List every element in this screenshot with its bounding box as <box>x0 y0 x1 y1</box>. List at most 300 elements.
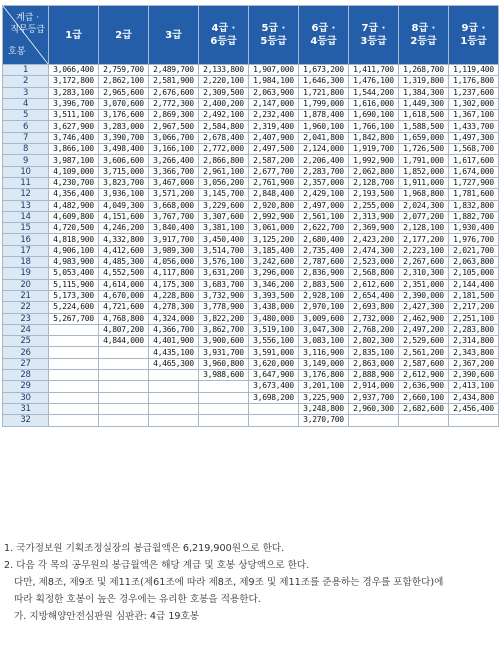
salary-cell: 2,319,400 <box>249 121 299 132</box>
step-cell: 1 <box>3 65 49 76</box>
salary-cell: 3,960,800 <box>199 358 249 369</box>
salary-cell: 1,992,900 <box>349 155 399 166</box>
salary-cell: 2,144,400 <box>449 279 499 290</box>
salary-cell: 2,177,200 <box>399 234 449 245</box>
salary-cell: 1,791,000 <box>399 155 449 166</box>
salary-cell: 3,201,100 <box>299 381 349 392</box>
step-cell: 19 <box>3 268 49 279</box>
salary-cell: 2,863,000 <box>349 358 399 369</box>
salary-cell: 2,584,800 <box>199 121 249 132</box>
salary-cell: 2,768,200 <box>349 324 399 335</box>
corner-step-label: 호봉 <box>8 47 26 57</box>
salary-cell: 3,061,000 <box>249 223 299 234</box>
salary-cell: 3,047,300 <box>299 324 349 335</box>
salary-cell: 2,869,300 <box>149 110 199 121</box>
salary-cell: 2,759,700 <box>99 65 149 76</box>
salary-cell: 3,185,400 <box>249 245 299 256</box>
salary-cell: 4,906,100 <box>49 245 99 256</box>
salary-cell: 2,787,600 <box>299 257 349 268</box>
salary-cell: 1,433,700 <box>449 121 499 132</box>
salary-cell: 2,343,800 <box>449 347 499 358</box>
salary-cell: 1,544,200 <box>349 87 399 98</box>
salary-cell: 3,393,500 <box>249 290 299 301</box>
salary-cell: 1,690,100 <box>349 110 399 121</box>
table-row <box>3 403 499 414</box>
step-cell: 3 <box>3 87 49 98</box>
salary-cell: 4,465,300 <box>149 358 199 369</box>
salary-cell: 3,715,000 <box>99 166 149 177</box>
step-cell: 20 <box>3 279 49 290</box>
salary-cell: 3,296,000 <box>249 268 299 279</box>
salary-cell: 3,248,800 <box>299 403 349 414</box>
column-header-grade: 5급 · 5등급 <box>249 6 299 65</box>
table-row <box>3 189 499 200</box>
salary-cell <box>49 324 99 335</box>
salary-cell <box>149 415 199 426</box>
salary-cell: 2,914,000 <box>349 381 399 392</box>
salary-cell: 2,427,300 <box>399 302 449 313</box>
salary-cell: 2,678,400 <box>199 132 249 143</box>
salary-cell: 3,862,700 <box>199 324 249 335</box>
salary-cell: 2,497,200 <box>399 324 449 335</box>
salary-cell: 1,659,000 <box>399 132 449 143</box>
salary-cell: 4,768,800 <box>99 313 149 324</box>
salary-cell: 4,844,000 <box>99 336 149 347</box>
salary-cell: 2,612,900 <box>399 370 449 381</box>
salary-cell <box>49 347 99 358</box>
salary-cell: 3,647,900 <box>249 370 299 381</box>
salary-cell: 3,683,700 <box>199 279 249 290</box>
salary-cell: 5,115,900 <box>49 279 99 290</box>
salary-cell: 2,407,900 <box>249 132 299 143</box>
salary-cell: 2,133,800 <box>199 65 249 76</box>
step-cell: 9 <box>3 155 49 166</box>
salary-cell: 4,109,000 <box>49 166 99 177</box>
salary-cell: 2,680,400 <box>299 234 349 245</box>
step-cell: 16 <box>3 234 49 245</box>
salary-cell <box>49 415 99 426</box>
salary-cell: 4,412,600 <box>99 245 149 256</box>
table-row <box>3 313 499 324</box>
table-row <box>3 121 499 132</box>
salary-cell: 1,766,100 <box>349 121 399 132</box>
salary-cell: 1,497,300 <box>449 132 499 143</box>
salary-cell: 2,429,100 <box>299 189 349 200</box>
table-row <box>3 370 499 381</box>
salary-cell: 1,799,000 <box>299 98 349 109</box>
salary-cell: 2,357,000 <box>299 177 349 188</box>
salary-cell: 3,620,000 <box>249 358 299 369</box>
salary-cell: 3,283,000 <box>99 121 149 132</box>
salary-cell: 2,761,900 <box>249 177 299 188</box>
salary-cell: 1,568,700 <box>449 144 499 155</box>
salary-cell: 2,735,400 <box>299 245 349 256</box>
salary-cell: 4,228,800 <box>149 290 199 301</box>
salary-cell: 2,193,500 <box>349 189 399 200</box>
table-row <box>3 279 499 290</box>
step-cell: 7 <box>3 132 49 143</box>
salary-cell: 1,119,400 <box>449 65 499 76</box>
step-cell: 24 <box>3 324 49 335</box>
step-cell: 2 <box>3 76 49 87</box>
salary-cell: 2,682,600 <box>399 403 449 414</box>
salary-cell: 2,390,000 <box>399 290 449 301</box>
step-cell: 26 <box>3 347 49 358</box>
salary-cell <box>249 403 299 414</box>
salary-cell: 1,367,100 <box>449 110 499 121</box>
salary-cell: 3,767,700 <box>149 211 199 222</box>
salary-cell: 3,270,700 <box>299 415 349 426</box>
salary-cell: 2,147,000 <box>249 98 299 109</box>
salary-cell: 3,176,800 <box>299 370 349 381</box>
salary-cell: 2,920,800 <box>249 200 299 211</box>
salary-cell: 2,181,500 <box>449 290 499 301</box>
salary-cell: 1,476,100 <box>349 76 399 87</box>
salary-cell: 2,654,400 <box>349 290 399 301</box>
note-1: 1. 국가정보원 기획조정실장의 봉급월액은 6,219,900원으로 한다. <box>4 543 285 554</box>
salary-cell: 2,217,200 <box>449 302 499 313</box>
salary-cell: 2,400,200 <box>199 98 249 109</box>
salary-cell: 3,668,000 <box>149 200 199 211</box>
salary-cell: 2,866,800 <box>199 155 249 166</box>
salary-cell: 3,009,600 <box>299 313 349 324</box>
column-header-grade: 2급 <box>99 6 149 65</box>
salary-cell: 2,124,000 <box>299 144 349 155</box>
salary-cell: 1,968,800 <box>399 189 449 200</box>
salary-cell: 1,319,800 <box>399 76 449 87</box>
salary-cell: 2,497,500 <box>249 144 299 155</box>
salary-cell: 5,224,600 <box>49 302 99 313</box>
salary-cell: 3,498,400 <box>99 144 149 155</box>
salary-cell: 3,225,900 <box>299 392 349 403</box>
salary-cell: 3,070,600 <box>99 98 149 109</box>
salary-cell: 2,021,700 <box>449 245 499 256</box>
salary-cell: 4,552,500 <box>99 268 149 279</box>
salary-cell: 4,332,800 <box>99 234 149 245</box>
note-2-proviso: 다만, 제8조, 제9조 및 제11조(제61조에 따라 제8조, 제9조 및 제11조를 준용하는 경우를 포함한다)에 <box>14 577 444 588</box>
step-cell: 14 <box>3 211 49 222</box>
step-cell: 5 <box>3 110 49 121</box>
salary-cell: 2,848,400 <box>249 189 299 200</box>
salary-cell: 3,066,700 <box>149 132 199 143</box>
salary-cell: 1,727,900 <box>449 177 499 188</box>
salary-cell: 2,063,800 <box>449 257 499 268</box>
salary-cell: 2,772,300 <box>149 98 199 109</box>
salary-cell: 3,229,600 <box>199 200 249 211</box>
table-row <box>3 110 499 121</box>
salary-cell <box>49 336 99 347</box>
salary-cell: 2,255,000 <box>349 200 399 211</box>
step-cell: 12 <box>3 189 49 200</box>
salary-cell: 2,802,300 <box>349 336 399 347</box>
salary-cell: 1,618,500 <box>399 110 449 121</box>
salary-cell: 3,172,800 <box>49 76 99 87</box>
salary-cell: 2,660,100 <box>399 392 449 403</box>
salary-cell: 3,176,600 <box>99 110 149 121</box>
column-header-grade: 3급 <box>149 6 199 65</box>
table-row <box>3 177 499 188</box>
column-header-grade: 7급 · 3등급 <box>349 6 399 65</box>
salary-cell: 2,928,100 <box>299 290 349 301</box>
salary-cell: 2,283,800 <box>449 324 499 335</box>
salary-cell: 2,434,800 <box>449 392 499 403</box>
salary-cell <box>99 347 149 358</box>
table-row <box>3 132 499 143</box>
salary-cell: 4,818,900 <box>49 234 99 245</box>
salary-cell <box>449 415 499 426</box>
salary-cell: 2,587,200 <box>249 155 299 166</box>
salary-cell: 2,413,100 <box>449 381 499 392</box>
salary-cell: 3,822,200 <box>199 313 249 324</box>
table-row <box>3 87 499 98</box>
salary-cell: 4,175,300 <box>149 279 199 290</box>
salary-cell: 1,984,100 <box>249 76 299 87</box>
salary-cell <box>99 403 149 414</box>
salary-cell: 3,396,700 <box>49 98 99 109</box>
salary-cell: 3,346,200 <box>249 279 299 290</box>
salary-cell: 1,268,700 <box>399 65 449 76</box>
salary-cell: 2,561,100 <box>299 211 349 222</box>
salary-cell: 4,721,600 <box>99 302 149 313</box>
table-row <box>3 166 499 177</box>
step-cell: 31 <box>3 403 49 414</box>
salary-cell: 1,237,600 <box>449 87 499 98</box>
salary-cell: 3,066,400 <box>49 65 99 76</box>
step-cell: 25 <box>3 336 49 347</box>
salary-cell: 2,732,000 <box>349 313 399 324</box>
salary-cell: 3,591,000 <box>249 347 299 358</box>
salary-cell: 2,313,900 <box>349 211 399 222</box>
salary-cell: 2,309,500 <box>199 87 249 98</box>
salary-cell: 1,176,800 <box>449 76 499 87</box>
salary-cell: 3,571,200 <box>149 189 199 200</box>
salary-cell: 1,781,600 <box>449 189 499 200</box>
salary-cell: 2,676,600 <box>149 87 199 98</box>
step-cell: 18 <box>3 257 49 268</box>
step-cell: 29 <box>3 381 49 392</box>
salary-cell: 2,693,800 <box>349 302 399 313</box>
salary-cell: 4,278,300 <box>149 302 199 313</box>
salary-cell: 1,449,300 <box>399 98 449 109</box>
salary-cell: 3,900,600 <box>199 336 249 347</box>
header-row <box>3 6 499 65</box>
salary-cell: 1,617,600 <box>449 155 499 166</box>
column-header-grade: 9급 · 1등급 <box>449 6 499 65</box>
table-row <box>3 336 499 347</box>
salary-cell <box>99 392 149 403</box>
salary-cell <box>199 403 249 414</box>
salary-cell: 3,149,000 <box>299 358 349 369</box>
salary-cell: 3,283,100 <box>49 87 99 98</box>
salary-cell: 3,307,600 <box>199 211 249 222</box>
salary-cell: 2,961,100 <box>199 166 249 177</box>
salary-cell: 3,931,700 <box>199 347 249 358</box>
salary-cell: 3,381,100 <box>199 223 249 234</box>
table-row <box>3 381 499 392</box>
salary-cell: 3,166,100 <box>149 144 199 155</box>
salary-cell <box>399 415 449 426</box>
column-header-grade: 1급 <box>49 6 99 65</box>
salary-cell: 4,983,900 <box>49 257 99 268</box>
salary-cell: 2,965,600 <box>99 87 149 98</box>
salary-cell <box>149 370 199 381</box>
salary-cell: 1,852,000 <box>399 166 449 177</box>
salary-cell: 2,836,900 <box>299 268 349 279</box>
salary-cell: 1,930,400 <box>449 223 499 234</box>
column-header-grade: 8급 · 2등급 <box>399 6 449 65</box>
salary-cell: 3,673,400 <box>249 381 299 392</box>
salary-cell: 3,450,400 <box>199 234 249 245</box>
salary-cell: 2,581,900 <box>149 76 199 87</box>
salary-cell: 4,246,200 <box>99 223 149 234</box>
table-row <box>3 65 499 76</box>
column-header-grade: 6급 · 4등급 <box>299 6 349 65</box>
salary-cell: 4,230,700 <box>49 177 99 188</box>
salary-cell: 2,612,600 <box>349 279 399 290</box>
salary-cell <box>149 392 199 403</box>
salary-cell: 3,606,600 <box>99 155 149 166</box>
salary-cell: 2,970,100 <box>299 302 349 313</box>
salary-cell <box>149 381 199 392</box>
table-row <box>3 144 499 155</box>
salary-cell <box>199 415 249 426</box>
salary-cell: 4,807,200 <box>99 324 149 335</box>
salary-cell: 3,467,000 <box>149 177 199 188</box>
salary-cell: 3,698,200 <box>249 392 299 403</box>
table-row <box>3 155 499 166</box>
salary-cell: 4,366,700 <box>149 324 199 335</box>
salary-cell: 2,862,100 <box>99 76 149 87</box>
salary-cell: 2,456,400 <box>449 403 499 414</box>
salary-cell <box>49 381 99 392</box>
salary-cell: 2,351,000 <box>399 279 449 290</box>
step-cell: 23 <box>3 313 49 324</box>
step-cell: 6 <box>3 121 49 132</box>
salary-cell: 1,878,400 <box>299 110 349 121</box>
salary-cell: 3,823,700 <box>99 177 149 188</box>
column-header-grade: 4급 · 6등급 <box>199 6 249 65</box>
salary-cell <box>49 392 99 403</box>
salary-cell: 2,622,700 <box>299 223 349 234</box>
salary-cell: 3,366,700 <box>149 166 199 177</box>
salary-cell: 1,616,000 <box>349 98 399 109</box>
note-2-proviso-cont: 따라 획정한 호봉이 높은 경우에는 유리한 호봉을 적용한다. <box>14 594 261 605</box>
salary-cell: 2,561,200 <box>399 347 449 358</box>
salary-cell: 3,989,300 <box>149 245 199 256</box>
salary-cell: 2,314,800 <box>449 336 499 347</box>
salary-cell <box>249 415 299 426</box>
salary-cell: 2,960,300 <box>349 403 399 414</box>
salary-cell: 4,485,300 <box>99 257 149 268</box>
salary-cell: 2,077,200 <box>399 211 449 222</box>
step-cell: 4 <box>3 98 49 109</box>
note-2: 2. 다음 각 목의 공무원의 봉급월액은 해당 계급 및 호봉 상당액으로 한다. <box>4 560 310 571</box>
salary-cell: 2,223,100 <box>399 245 449 256</box>
salary-cell: 5,053,400 <box>49 268 99 279</box>
salary-cell <box>149 403 199 414</box>
salary-cell: 3,732,900 <box>199 290 249 301</box>
table-row <box>3 392 499 403</box>
step-cell: 8 <box>3 144 49 155</box>
table-row <box>3 223 499 234</box>
step-cell: 21 <box>3 290 49 301</box>
salary-cell: 1,721,800 <box>299 87 349 98</box>
salary-cell <box>199 381 249 392</box>
step-cell: 10 <box>3 166 49 177</box>
salary-cell: 5,267,700 <box>49 313 99 324</box>
step-cell: 15 <box>3 223 49 234</box>
salary-cell <box>99 381 149 392</box>
salary-cell: 3,778,900 <box>199 302 249 313</box>
salary-cell: 1,911,000 <box>399 177 449 188</box>
salary-cell: 1,726,500 <box>399 144 449 155</box>
salary-cell: 4,720,500 <box>49 223 99 234</box>
salary-cell: 2,883,500 <box>299 279 349 290</box>
table-row <box>3 200 499 211</box>
salary-cell: 2,041,800 <box>299 132 349 143</box>
salary-cell: 3,056,200 <box>199 177 249 188</box>
salary-cell: 2,937,700 <box>349 392 399 403</box>
salary-cell <box>49 358 99 369</box>
notes <box>4 540 498 625</box>
step-cell: 22 <box>3 302 49 313</box>
salary-cell: 1,411,700 <box>349 65 399 76</box>
salary-cell: 1,960,100 <box>299 121 349 132</box>
salary-cell: 4,670,000 <box>99 290 149 301</box>
salary-cell: 2,267,600 <box>399 257 449 268</box>
salary-cell: 1,674,000 <box>449 166 499 177</box>
corner-grade-label: 계급 · 직무등급 <box>10 13 45 35</box>
salary-cell: 2,967,500 <box>149 121 199 132</box>
salary-cell: 1,976,700 <box>449 234 499 245</box>
salary-cell: 1,907,000 <box>249 65 299 76</box>
salary-cell: 2,497,000 <box>299 200 349 211</box>
note-2-item-ga: 가. 지방해양안전심판원 심판관: 4급 19호봉 <box>14 611 200 622</box>
salary-cell: 2,772,000 <box>199 144 249 155</box>
salary-cell: 2,489,700 <box>149 65 199 76</box>
table-row <box>3 98 499 109</box>
salary-cell: 1,919,700 <box>349 144 399 155</box>
salary-cell: 3,519,100 <box>249 324 299 335</box>
salary-cell: 4,049,300 <box>99 200 149 211</box>
salary-cell: 1,646,300 <box>299 76 349 87</box>
salary-cell: 3,390,700 <box>99 132 149 143</box>
salary-cell: 2,206,400 <box>299 155 349 166</box>
salary-cell: 3,988,600 <box>199 370 249 381</box>
salary-cell: 3,083,100 <box>299 336 349 347</box>
salary-cell: 1,384,300 <box>399 87 449 98</box>
salary-cell: 4,324,000 <box>149 313 199 324</box>
salary-table <box>2 5 499 427</box>
salary-cell: 2,835,100 <box>349 347 399 358</box>
table-row <box>3 257 499 268</box>
table-row <box>3 290 499 301</box>
salary-cell: 2,677,700 <box>249 166 299 177</box>
salary-cell <box>99 415 149 426</box>
salary-cell: 4,482,900 <box>49 200 99 211</box>
salary-cell: 1,832,800 <box>449 200 499 211</box>
table-row <box>3 76 499 87</box>
salary-cell: 2,220,100 <box>199 76 249 87</box>
table-row <box>3 211 499 222</box>
salary-cell: 2,105,000 <box>449 268 499 279</box>
salary-cell <box>349 415 399 426</box>
salary-cell: 2,390,600 <box>449 370 499 381</box>
salary-cell: 2,283,700 <box>299 166 349 177</box>
salary-cell: 4,401,900 <box>149 336 199 347</box>
salary-cell: 2,367,200 <box>449 358 499 369</box>
salary-cell: 4,614,000 <box>99 279 149 290</box>
